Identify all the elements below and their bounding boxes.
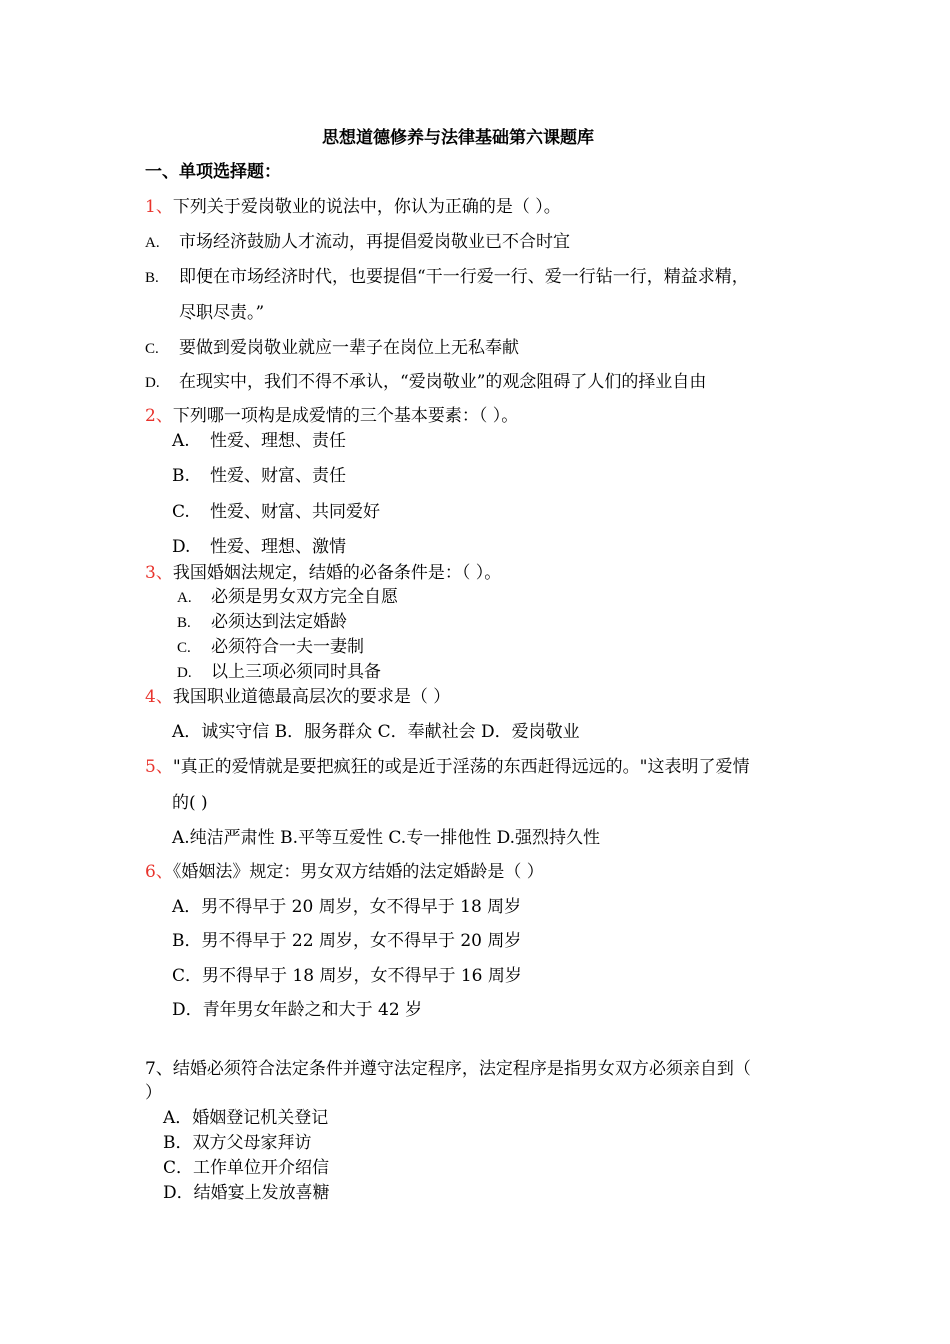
question-2-option-a: A. 性爱、理想、责任 — [172, 431, 346, 451]
page-title: 思想道德修养与法律基础第六课题库 — [322, 128, 594, 148]
question-number: 1 — [145, 197, 156, 217]
question-5-stem-continued: 的( ) — [172, 793, 208, 813]
question-5-stem: 5、"真正的爱情就是要把疯狂的或是近于淫荡的东西赶得远远的。"这表明了爱情 — [145, 757, 750, 777]
section-heading: 一、单项选择题： — [145, 162, 281, 182]
question-1-stem: 1、下列关于爱岗敬业的说法中，你认为正确的是（ ）。 — [145, 197, 561, 217]
question-1-option-d: D. 在现实中，我们不得不承认，“爱岗敬业”的观念阻碍了人们的择业自由 — [145, 372, 707, 392]
question-7-stem: 7、结婚必须符合法定条件并遵守法定程序，法定程序是指男女双方必须亲自到（ — [145, 1059, 751, 1079]
question-3-option-c: C. 必须符合一夫一妻制 — [177, 637, 364, 657]
question-2-stem: 2、下列哪一项构是成爱情的三个基本要素：（ ）。 — [145, 406, 519, 426]
question-7-option-a: A．婚姻登记机关登记 — [163, 1108, 329, 1128]
question-3-option-d: D. 以上三项必须同时具备 — [177, 662, 381, 682]
question-6-option-c: C．男不得早于 18 周岁，女不得早于 16 周岁 — [172, 966, 522, 986]
question-7-stem-continued: ） — [145, 1083, 162, 1103]
question-2-option-c: C. 性爱、财富、共同爱好 — [172, 502, 380, 522]
question-6-option-b: B．男不得早于 22 周岁，女不得早于 20 周岁 — [172, 931, 522, 951]
question-1-option-b: B. 即便在市场经济时代，也要提倡“干一行爱一行、爱一行钻一行，精益求精， — [145, 267, 749, 287]
question-2-option-b: B. 性爱、财富、责任 — [172, 466, 346, 486]
question-number: 7 — [145, 1059, 156, 1079]
question-4-options: A．诚实守信 B．服务群众 C．奉献社会 D．爱岗敬业 — [172, 722, 580, 742]
question-number: 6 — [145, 862, 156, 882]
question-7-option-d: D．结婚宴上发放喜糖 — [163, 1183, 330, 1203]
question-1-option-b-continued: 尽职尽责。” — [179, 303, 265, 323]
question-7-option-c: C．工作单位开介绍信 — [163, 1158, 330, 1178]
question-number: 5 — [145, 757, 156, 777]
question-5-options: A.纯洁严肃性 B.平等互爱性 C.专一排他性 D.强烈持久性 — [172, 828, 601, 848]
question-3-stem: 3、我国婚姻法规定，结婚的必备条件是：（ ）。 — [145, 563, 502, 583]
question-6-option-a: A．男不得早于 20 周岁，女不得早于 18 周岁 — [172, 897, 522, 917]
question-7-option-b: B．双方父母家拜访 — [163, 1133, 312, 1153]
question-4-stem: 4、我国职业道德最高层次的要求是（ ） — [145, 687, 451, 707]
question-3-option-b: B. 必须达到法定婚龄 — [177, 612, 347, 632]
question-number: 2 — [145, 406, 156, 426]
question-number: 4 — [145, 687, 156, 707]
question-1-option-a: A. 市场经济鼓励人才流动，再提倡爱岗敬业已不合时宜 — [145, 232, 570, 252]
question-1-option-c: C. 要做到爱岗敬业就应一辈子在岗位上无私奉献 — [145, 338, 519, 358]
question-3-option-a: A. 必须是男女双方完全自愿 — [177, 587, 398, 607]
question-6-option-d: D．青年男女年龄之和大于 42 岁 — [172, 1000, 423, 1020]
question-number: 3 — [145, 563, 156, 583]
question-6-stem: 6、《婚姻法》规定：男女双方结婚的法定婚龄是（ ） — [145, 862, 544, 882]
question-2-option-d: D. 性爱、理想、激情 — [172, 537, 346, 557]
